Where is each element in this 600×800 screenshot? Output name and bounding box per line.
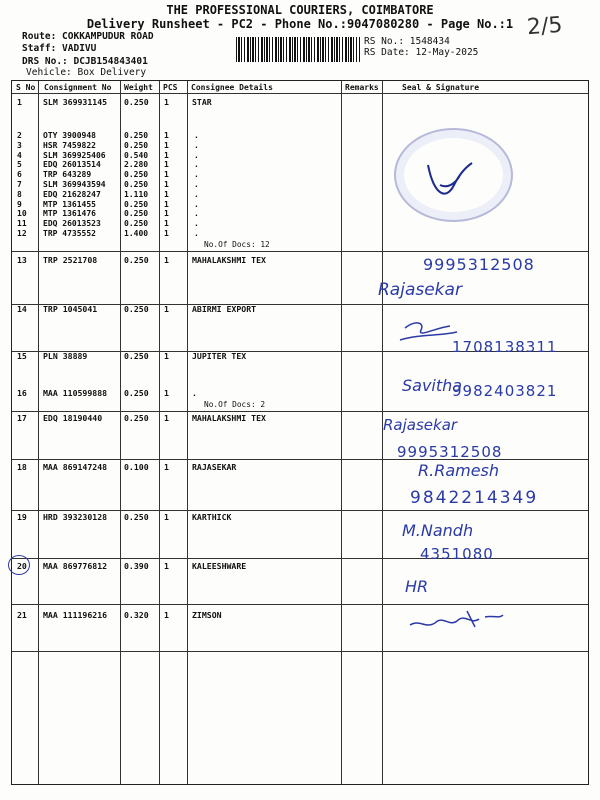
signature-mark <box>405 605 505 635</box>
col-sno: S No <box>16 83 36 92</box>
staff-label: Staff: VADIVU <box>22 43 97 54</box>
cell-pcs: 1 <box>164 219 169 229</box>
handwritten-name: Rajasekar <box>383 416 458 434</box>
cell-cons: MTP 1361455 <box>43 199 96 209</box>
handwritten-name: R.Ramesh <box>418 461 500 480</box>
cell-pcs: 1 <box>164 131 169 140</box>
cell-pcs: 1 <box>164 180 169 189</box>
handwritten-phone: 9982403821 <box>452 382 558 400</box>
col-consignment: Consignment No <box>44 83 112 92</box>
route-label: Route: COKKAMPUDUR ROAD <box>22 31 154 42</box>
cell-consignee: . <box>194 150 199 160</box>
cell-cons: OTY 3900948 <box>43 131 96 140</box>
cell-sno: 4 <box>17 150 22 160</box>
handwritten-name: M.Nandh <box>402 521 474 540</box>
cell-cons: SLM 369943594 <box>43 180 106 189</box>
handwritten-name: Rajasekar <box>378 280 462 300</box>
cell-sno: 2 <box>17 131 22 140</box>
cell-weight: 1.110 <box>124 189 149 199</box>
cell-pcs: 1 <box>164 140 169 150</box>
cell-weight: 0.250 <box>124 180 149 189</box>
rs-number: RS No.: 1548434 <box>364 36 450 47</box>
cell-consignee: . <box>194 209 199 219</box>
cell-weight: 0.250 <box>124 140 149 150</box>
cell-cons: EDQ 26013514 <box>43 160 101 170</box>
drs-number: DRS No.: DCJB154843401 <box>22 56 148 67</box>
cell-pcs: 1 <box>164 209 169 219</box>
cell-sno: 3 <box>17 140 22 150</box>
page-title: THE PROFESSIONAL COURIERS, COIMBATORE <box>166 3 434 17</box>
handwritten-name: Savitha <box>402 376 463 395</box>
cell-pcs: 1 <box>164 170 169 180</box>
cell-sno: 12 <box>17 229 27 238</box>
cell-cons: EDQ 26013523 <box>43 219 101 229</box>
col-consignee: Consignee Details <box>191 83 273 92</box>
cell-weight: 1.400 <box>124 229 149 238</box>
cell-weight: 0.250 <box>124 199 149 209</box>
cell-pcs: 1 <box>164 150 169 160</box>
barcode <box>236 37 360 62</box>
cell-weight: 0.250 <box>124 170 149 180</box>
cell-weight: 2.280 <box>124 160 149 170</box>
col-remarks: Remarks <box>345 83 379 92</box>
circled-row-number <box>8 555 30 575</box>
col-weight: Weight <box>124 83 153 92</box>
cell-consignee: . <box>194 219 199 229</box>
cell-pcs: 1 <box>164 160 169 170</box>
cell-weight: 0.250 <box>124 209 149 219</box>
cell-consignee: . <box>194 189 199 199</box>
cell-cons: TRP 4735552 <box>43 229 96 238</box>
cell-cons: HSR 7459822 <box>43 140 96 150</box>
cell-cons: TRP 643289 <box>43 170 92 180</box>
col-pcs: PCS <box>163 83 178 92</box>
handwritten-phone: 9842214349 <box>410 488 539 508</box>
cell-sno: 7 <box>17 180 22 189</box>
vehicle-label: Vehicle: Box Delivery <box>26 67 147 78</box>
runsheet-subtitle: Delivery Runsheet - PC2 - Phone No.:9047080280 - Page No.:1 <box>86 17 514 31</box>
cell-consignee: . <box>194 229 199 238</box>
cell-consignee: . <box>194 199 199 209</box>
cell-pcs: 1 <box>164 229 169 238</box>
cell-cons: MTP 1361476 <box>43 209 96 219</box>
col-seal-signature: Seal & Signature <box>402 83 480 92</box>
runsheet-table: S No Consignment No Weight PCS Consignee Details Remarks Seal & Signature 1 SLM 369931145 0.250 1 STAR 2 OTY 3900948 0.250 1 . 3 HSR 7459822 0.250 1 . 4 SLM 369925406 0.540 1 . 5 EDQ 26013514 2.280 1 . 6 TRP 643289 0.250 1 . 7 SLM 369943594 0.250 1 . 8 EDQ 21628247 1.110 1 . 9 MTP 1361455 0.250 1 . 10 MTP 1361476 0.250 1 . 11 EDQ 26013523 0.250 1 . 12 TRP 4735552 1.400 1 . No.Of Docs: 12 13 TRP 2521708 0.250 1 MAHALAKSHMI TEX 14 TRP 1045041 0.250 1 ABIRMI EXPORT 15 PLN 38889 0.250 1 JUPITER TEX 16 MAA 110599888 0.250 1 . No.Of Docs: 2 17 EDQ 18190440 0.250 1 MAHALAKSHMI TEX 18 MAA 869147248 0.100 1 RAJASEKAR 19 HRD 393230128 0.250 1 KARTHICK 20 MAA 869776812 0.390 1 KALEESHWARE 21 MAA 111196216 0.320 1 ZIMSON <box>11 80 589 785</box>
cell-sno: 5 <box>17 160 22 170</box>
cell-consignee: . <box>194 131 199 140</box>
cell-weight: 0.250 <box>124 219 149 229</box>
cell-sno: 6 <box>17 170 22 180</box>
cell-consignee: . <box>194 170 199 180</box>
cell-consignee: . <box>194 140 199 150</box>
cell-sno: 8 <box>17 189 22 199</box>
handwritten-phone: 1708138311 <box>452 338 558 356</box>
signature-mark <box>420 155 480 205</box>
rs-date: RS Date: 12-May-2025 <box>364 47 479 58</box>
cell-sno: 9 <box>17 199 22 209</box>
docs-count: No.Of Docs: 12 <box>204 240 270 249</box>
cell-consignee: . <box>194 160 199 170</box>
cell-cons: EDQ 21628247 <box>43 189 101 199</box>
cell-weight: 0.540 <box>124 150 149 160</box>
cell-consignee: . <box>194 180 199 189</box>
cell-pcs: 1 <box>164 199 169 209</box>
handwritten-phone: 9995312508 <box>397 443 503 461</box>
handwritten-page-count: 2/5 <box>526 12 564 41</box>
cell-weight: 0.250 <box>124 131 149 140</box>
cell-pcs: 1 <box>164 189 169 199</box>
handwritten-initials: HR <box>405 577 429 596</box>
handwritten-phone: 9995312508 <box>423 255 535 274</box>
cell-cons: SLM 369925406 <box>43 150 106 160</box>
cell-sno: 11 <box>17 219 27 229</box>
handwritten-code: 4351080 <box>420 545 494 563</box>
cell-sno: 10 <box>17 209 27 219</box>
